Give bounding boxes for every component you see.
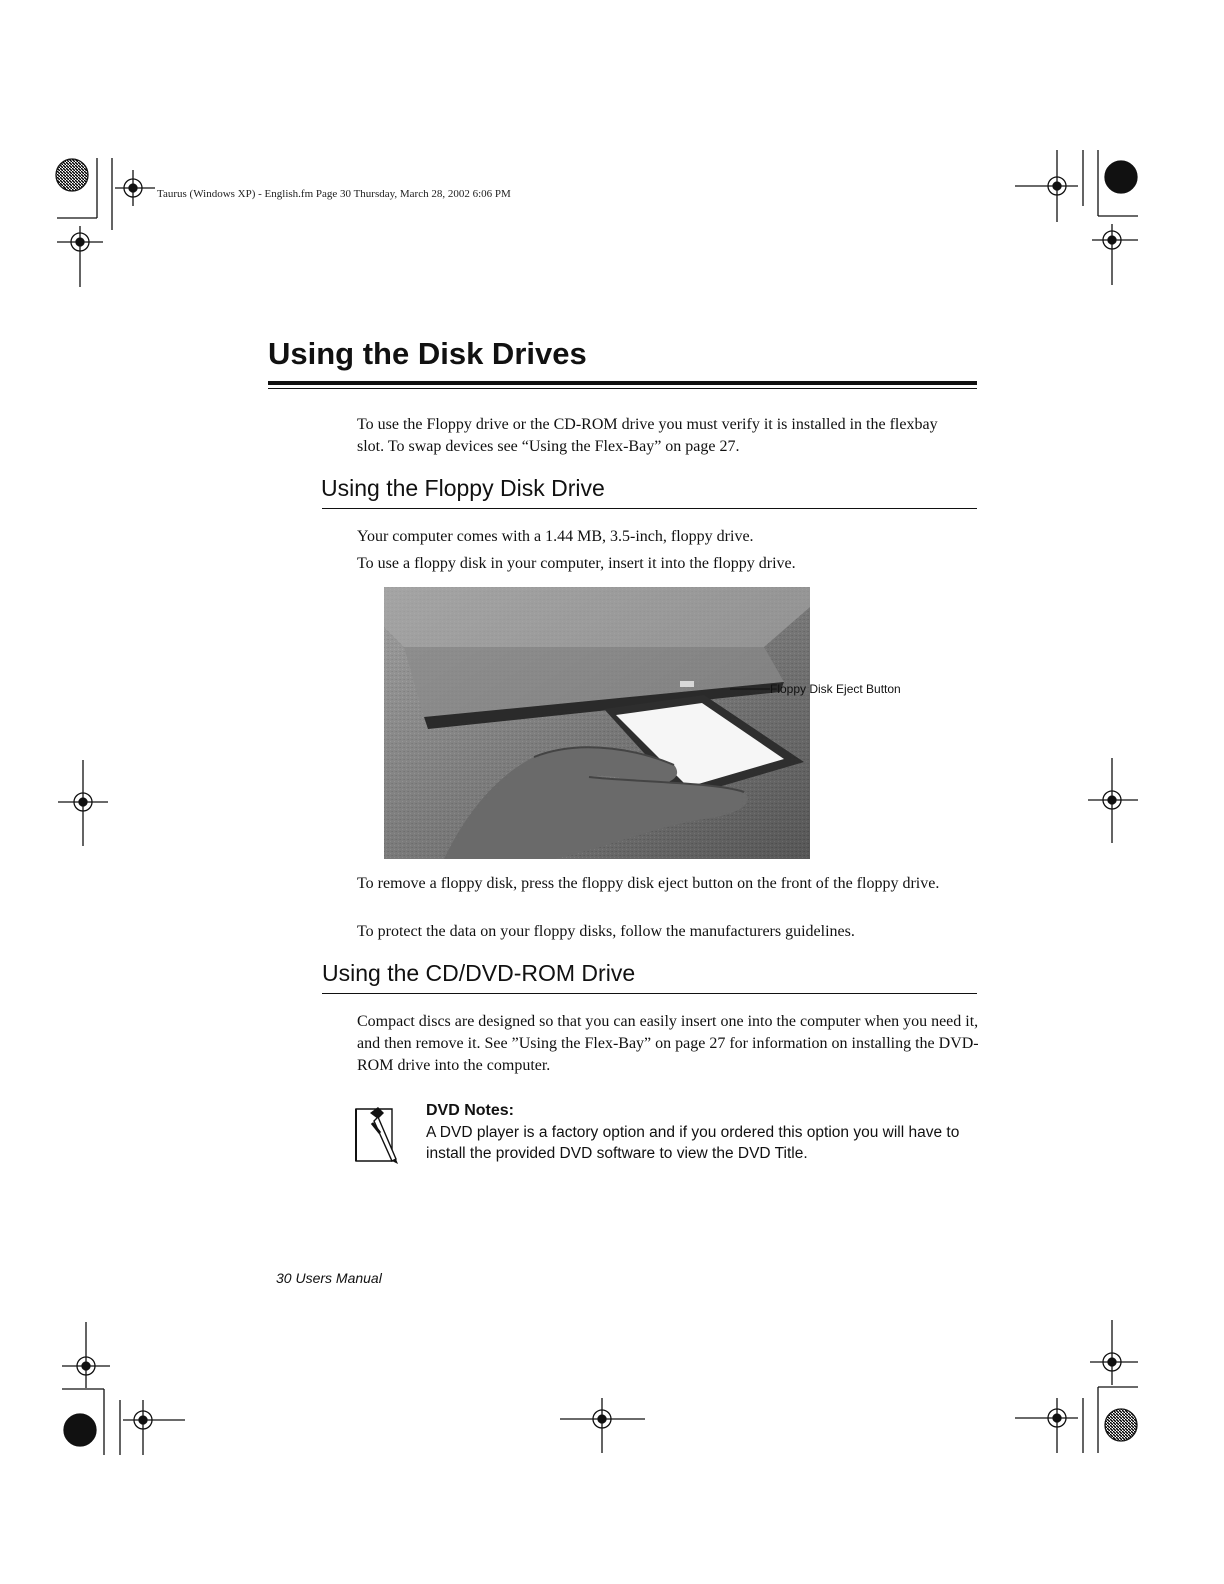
section-rule-floppy [322,508,977,509]
note-text: A DVD player is a factory option and if you ordered this option you will have to install the provided DVD software to view the DVD Title. [426,1124,960,1162]
floppy-paragraph-4: To protect the data on your floppy disks, follow the manufacturers guidelines. [357,923,855,940]
registration-mark-mid-right [1088,758,1138,843]
section-heading-floppy: Using the Floppy Disk Drive [321,475,605,501]
registration-mark-bottom-right [1015,1320,1138,1453]
title-rule [268,381,977,385]
print-slug: Taurus (Windows XP) - English.fm Page 30 Thursday, March 28, 2002 6:06 PM [157,188,511,200]
note-title: DVD Notes: [426,1102,515,1119]
section-heading-cd-dvd: Using the CD/DVD-ROM Drive [322,960,636,986]
floppy-paragraph-1: Your computer comes with a 1.44 MB, 3.5-inch, floppy drive. [357,528,754,545]
registration-mark-bottom-left [62,1322,185,1455]
page-title: Using the Disk Drives [268,336,587,371]
registration-mark-bottom-center [560,1398,645,1453]
registration-mark-top-right [1015,150,1138,285]
cd-paragraph-1: Compact discs are designed so that you can easily insert one into the computer when you need it, and then remove it. See ”Using the Flex-Bay” on page 27 for information on installing the DVD-ROM drive into the computer. [357,1013,979,1074]
page-footer: 30 Users Manual [276,1270,382,1286]
callout-floppy-eject-button: Floppy Disk Eject Button [770,682,901,696]
registration-mark-top-left [56,158,155,287]
intro-paragraph: To use the Floppy drive or the CD-ROM drive you must verify it is installed in the flexbay slot. To swap devices see “Using the Flex-Bay” on page 27. [357,416,938,455]
callout-leader-line [730,684,772,694]
floppy-paragraph-3: To remove a floppy disk, press the floppy disk eject button on the front of the floppy drive. [357,875,940,892]
title-rule-thin [268,388,977,389]
registration-mark-mid-left [58,760,108,846]
floppy-drive-photo [384,587,810,859]
note-pencil-icon [352,1103,402,1165]
floppy-paragraph-2: To use a floppy disk in your computer, insert it into the floppy drive. [357,555,796,572]
section-rule-cd-dvd [322,993,977,994]
